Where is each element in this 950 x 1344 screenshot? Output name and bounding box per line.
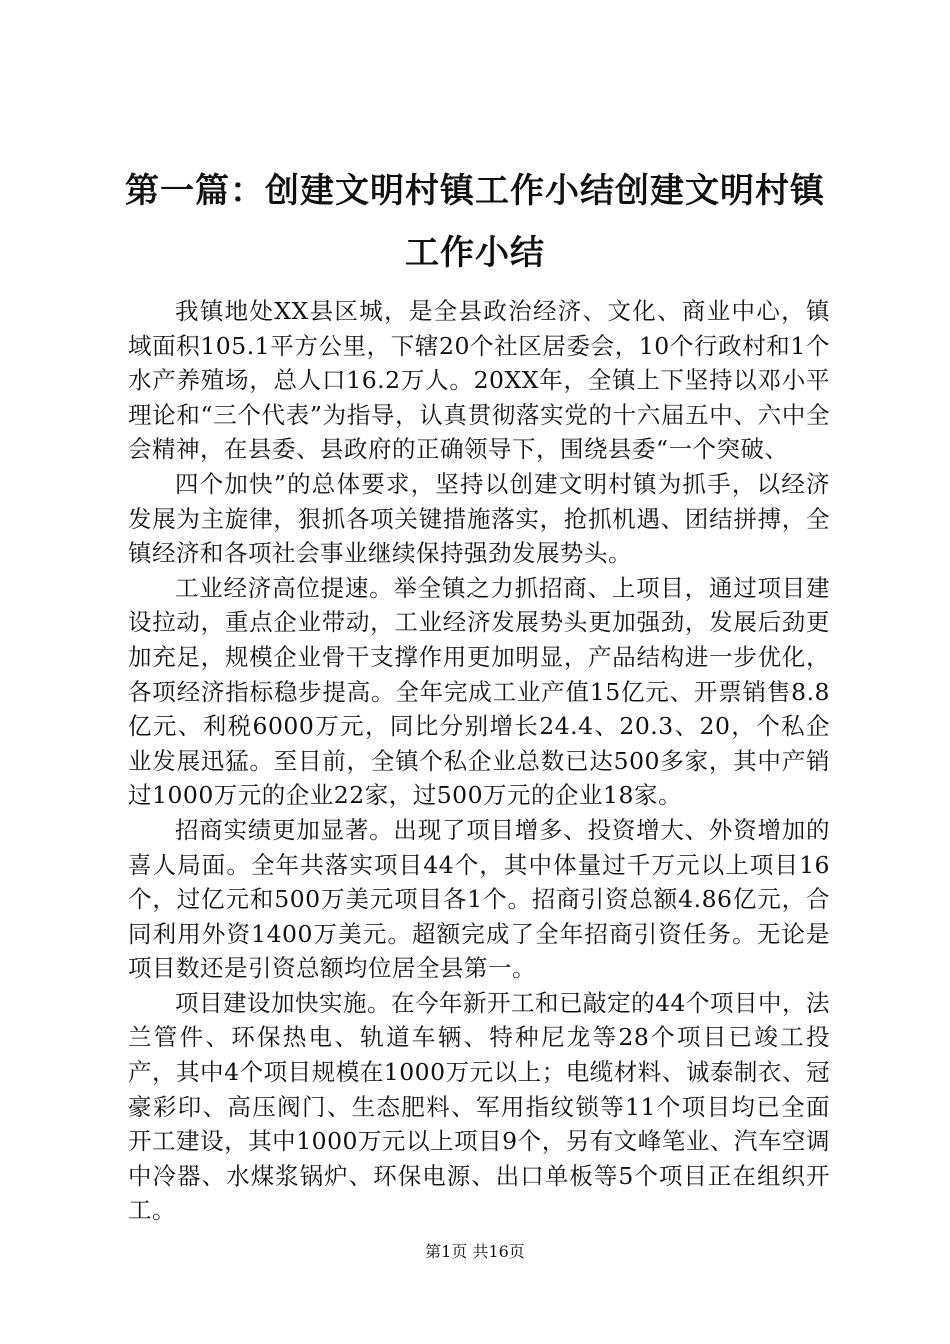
paragraph-industrial-economy: 工业经济高位提速。举全镇之力抓招商、上项目，通过项目建设拉动，重点企业带动，工业经济发展势头更加强劲，发展后劲更加充足，规模企业骨干支撑作用更加明显，产品结构进一步优化，各项经济指标稳步提高。全年完成工业产值15亿元、开票销售8.8亿元、利税6000万元，同比分别增长24.4、20.3、20，个私企业发展迅猛。至目前，全镇个私企业总数已达500多家，其中产销过1000万元的企业22家，过500万元的企业18家。: [128, 573, 830, 810]
paragraph-project-construction: 项目建设加快实施。在今年新开工和已敲定的44个项目中，法兰管件、环保热电、轨道车辆、特种尼龙等28个项目已竣工投产，其中4个项目规模在1000万元以上；电缆材料、诚泰制衣、冠豪彩印、高压阀门、生态肥料、军用指纹锁等11个项目均已全面开工建设，其中1000万元以上项目9个，另有文峰笔业、汽车空调中冷器、水煤浆锅炉、环保电源、出口单板等5个项目正在组织开工。: [128, 988, 830, 1225]
paragraph-requirements: 四个加快”的总体要求，坚持以创建文明村镇为抓手，以经济发展为主旋律，狠抓各项关键措施落实，抢抓机遇、团结拼搏，全镇经济和各项社会事业继续保持强劲发展势头。: [128, 469, 830, 568]
paragraph-investment: 招商实绩更加显著。出现了项目增多、投资增大、外资增加的喜人局面。全年共落实项目44个，其中体量过千万元以上项目16个，过亿元和500万美元项目各1个。招商引资总额4.86亿元，合同利用外资1400万美元。超额完成了全年招商引资任务。无论是项目数还是引资总额均位居全县第一。: [128, 815, 830, 983]
paragraph-intro: 我镇地处XX县区城，是全县政治经济、文化、商业中心，镇域面积105.1平方公里，下辖20个社区居委会，10个行政村和1个水产养殖场，总人口16.2万人。20XX年，全镇上下坚持以邓小平理论和“三个代表”为指导，认真贯彻落实党的十六届五中、六中全会精神，在县委、县政府的正确领导下，围绕县委“一个突破、: [128, 297, 830, 464]
document-body: [128, 294, 830, 1228]
document-title: 第一篇：创建文明村镇工作小结创建文明村镇工作小结: [125, 171, 825, 273]
page-number-footer: 第1页 共16页: [425, 1242, 525, 1261]
